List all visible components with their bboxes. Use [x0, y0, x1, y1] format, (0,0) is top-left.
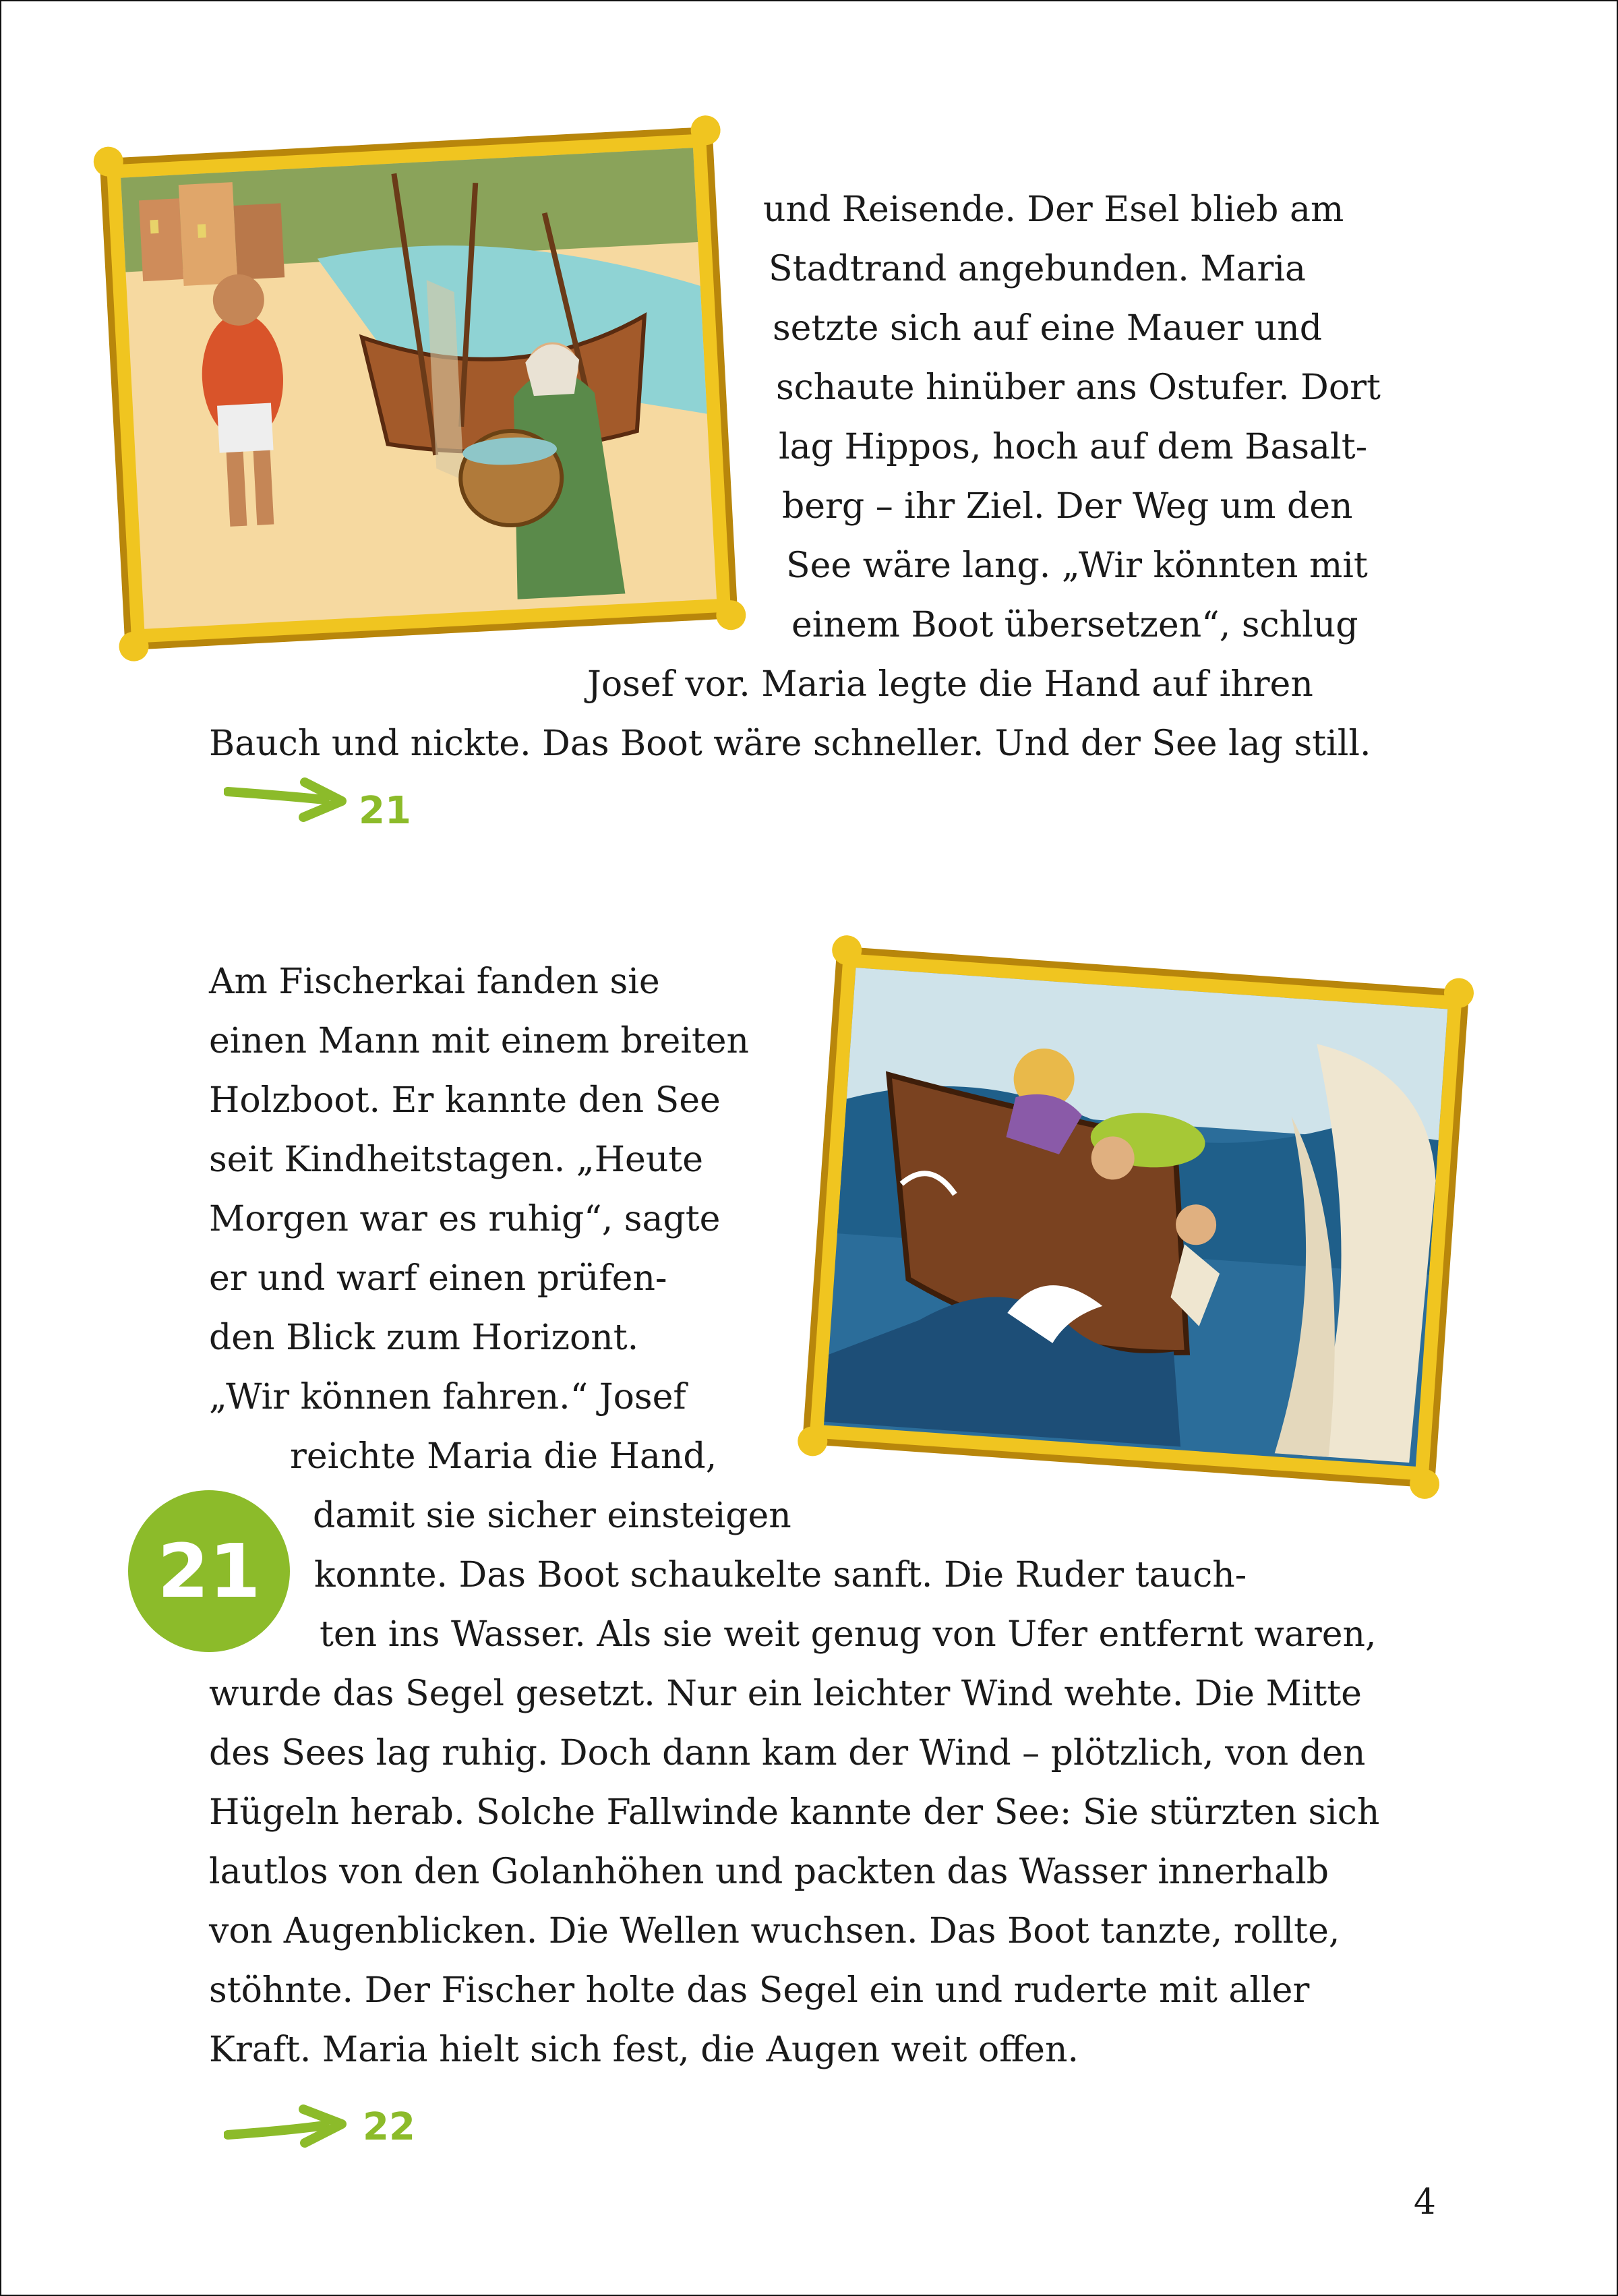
text-line: wurde das Segel gesetzt. Nur ein leichter Wind wehte. Die Mitte — [209, 1674, 1362, 1714]
text-line: einem Boot übersetzen“, schlug — [791, 605, 1358, 645]
text-line: lautlos von den Golanhöhen und packten das Wasser innerhalb — [209, 1852, 1329, 1892]
text-line: See wäre lang. „Wir könnten mit — [786, 546, 1368, 586]
text-line: konnte. Das Boot schaukelte sanft. Die Ruder tauch- — [314, 1555, 1247, 1595]
page-number: 4 — [1413, 2182, 1436, 2223]
text-line: Kraft. Maria hielt sich fest, die Augen weit offen. — [209, 2030, 1079, 2070]
text-line: Holzboot. Er kannte den See — [209, 1080, 721, 1121]
text-line: von Augenblicken. Die Wellen wuchsen. Das Boot tanzte, rollte, — [209, 1911, 1340, 1951]
text-line: den Blick zum Horizont. — [209, 1318, 639, 1358]
text-line: „Wir können fahren.“ Josef — [209, 1377, 686, 1417]
illustration-boat-storm — [792, 917, 1483, 1510]
text-line: Bauch und nickte. Das Boot wäre schneller. Und der See lag still. — [209, 724, 1371, 764]
section-number: 21 — [157, 1528, 261, 1614]
text-line: stöhnte. Der Fischer holte das Segel ein und ruderte mit aller — [209, 1970, 1310, 2011]
text-line: er und warf einen prüfen- — [209, 1258, 667, 1299]
next-section-link[interactable]: 22 — [363, 2105, 415, 2149]
text-line: schaute hinüber ans Ostufer. Dort — [776, 367, 1381, 408]
text-line: Hügeln herab. Solche Fallwinde kannte der See: Sie stürzten sich — [209, 1792, 1380, 1833]
text-line: seit Kindheitstagen. „Heute — [209, 1140, 703, 1180]
arrow-icon — [224, 2102, 349, 2150]
text-line: berg – ihr Ziel. Der Weg um den — [782, 486, 1353, 527]
text-line: des Sees lag ruhig. Doch dann kam der Wind – plötzlich, von den — [209, 1733, 1366, 1773]
arrow-icon — [224, 775, 349, 823]
illustration-fisherman-shore — [81, 78, 782, 671]
next-section-link[interactable]: 21 — [359, 789, 411, 833]
text-line: Morgen war es ruhig“, sagte — [209, 1199, 721, 1239]
section-number-badge — [128, 1490, 290, 1652]
text-line: einen Mann mit einem breiten — [209, 1021, 750, 1061]
text-line: reichte Maria die Hand, — [290, 1436, 717, 1477]
text-line: und Reisende. Der Esel blieb am — [763, 189, 1344, 230]
text-line: Am Fischerkai fanden sie — [209, 962, 660, 1002]
text-line: damit sie sicher einsteigen — [313, 1496, 791, 1536]
text-line: ten ins Wasser. Als sie weit genug von Ufer entfernt waren, — [320, 1614, 1377, 1655]
text-line: Josef vor. Maria legte die Hand auf ihren — [587, 664, 1313, 705]
text-line: setzte sich auf eine Mauer und — [773, 308, 1323, 349]
text-line: lag Hippos, hoch auf dem Basalt- — [779, 427, 1368, 467]
text-line: Stadtrand angebunden. Maria — [769, 249, 1307, 289]
